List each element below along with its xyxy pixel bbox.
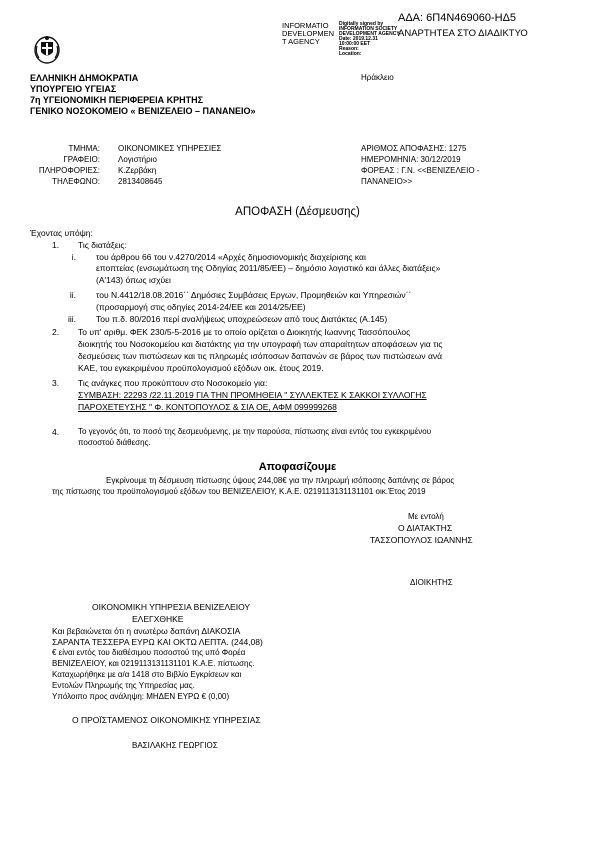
item-2-line: ΚΑΕ, του εγκεκριμένου προϋπολογισμού εξόδων οικ. έτους 2019.	[78, 363, 324, 373]
stamp-detail: DEVELOPMENT AGENCY	[339, 31, 400, 37]
item-number: 3.	[52, 378, 60, 388]
subitem-number: iii.	[67, 314, 76, 324]
decision-line: της πίστωσης του προϋπολογισμού εξόδων του ΒΕΝΙΖΕΛΕΙΟΥ, Κ.Α.Ε. 0219113131131101 οικ.Έτος 2019	[52, 487, 426, 496]
finance-line: Και βεβαιώνεται ότι η ανωτέρω δαπάνη ΔΙΑΚΟΣΙΑ	[52, 626, 241, 636]
decision-number: ΑΡΙΘΜΟΣ ΑΠΟΦΑΣΗΣ: 1275	[361, 144, 467, 153]
finance-line: ΣΑΡΑΝΤΑ ΤΕΣΣΕΡΑ ΕΥΡΩ ΚΑΙ ΟΚΤΩ ΛΕΠΤΑ. (244,08)	[52, 637, 263, 647]
subitem-number: ii.	[69, 290, 76, 300]
item-2-line: δεσμεύσεις των πιστώσεων και τις πληρωμές ισόποσων δαπανών σε βάρος των πιστώσεων ανά	[78, 351, 443, 361]
subitem-ii-line: (προσαρμογή στις οδηγίες 2014-24/ΕΕ και 2014/25/ΕΕ)	[96, 302, 306, 312]
finance-line: ΒΕΝΙΖΕΛΕΙΟΥ, και 0219113131131101 Κ.Α.Ε. πίστωσης.	[52, 659, 255, 668]
subitem-i-line: του άρθρου 66 του ν.4270/2014 «Αρχές δημοσιονομικής διαχείρισης και	[96, 252, 366, 262]
stamp-detail: Digitally signed by	[339, 21, 384, 27]
info-value-contact: Κ.Ζερβάκη	[118, 166, 157, 175]
posted-online-label: ΑΝΑΡΤΗΤΕΑ ΣΤΟ ΔΙΑΔΙΚΤΥΟ	[398, 28, 528, 39]
intro-text: Έχοντας υπόψη:	[30, 228, 93, 238]
finance-line: € είναι εντός του διαθέσιμου ποσοστού της υπό Φορέα	[52, 648, 246, 657]
header-region: 7η ΥΓΕΙΟΝΟΜΙΚΗ ΠΕΡΙΦΕΡΕΙΑ ΚΡΗΤΗΣ	[30, 95, 204, 105]
header-republic: ΕΛΛΗΝΙΚΗ ΔΗΜΟΚΡΑΤΙΑ	[30, 73, 139, 83]
finance-line: Εντολών Πληρωμής της Υπηρεσίας μας.	[52, 681, 195, 690]
stamp-org-line: T AGENCY	[282, 37, 320, 46]
finance-line: Καταχωρήθηκε με α/α 1418 στο Βιβλίο Εγκρίσεων και	[52, 670, 242, 679]
signature-name: ΤΑΣΣΟΠΟΥΛΟΣ ΙΩΑΝΝΗΣ	[370, 535, 473, 545]
finance-checked: ΕΛΕΓΧΘΗΚΕ	[132, 614, 184, 624]
stamp-org-line: DEVELOPMEN	[282, 29, 335, 38]
subitem-number: i.	[71, 252, 76, 262]
finance-line: Υπόλοιπο προς ανάληψη: ΜΗΔΕΝ ΕΥΡΩ € (0,00)	[52, 692, 230, 701]
contract-line: ΠΑΡΟΧΕΤΕΥΣΗΣ " Φ. ΚΟΝΤΟΠΟΥΛΟΣ & ΣΙΑ ΟΕ, ΑΦΜ 099999268	[78, 402, 337, 412]
info-label-phone: ΤΗΛΕΦΩΝΟ:	[52, 177, 100, 186]
signature-title: ΔΙΟΙΚΗΤΗΣ	[410, 578, 453, 587]
stamp-detail: Reason:	[339, 46, 359, 52]
item-number: 4.	[52, 427, 60, 437]
info-value-department: ΟΙΚΟΝΟΜΙΚΕΣ ΥΠΗΡΕΣΙΕΣ	[118, 144, 222, 153]
info-label-department: ΤΜΗΜΑ:	[68, 144, 100, 153]
coat-of-arms-emblem	[34, 34, 60, 64]
item-number: 2.	[52, 327, 60, 337]
ada-code: ΑΔΑ: 6Π4Ν469060-ΗΔ5	[398, 12, 517, 24]
info-value-office: Λογιστήριο	[118, 155, 157, 164]
info-label-contact: ΠΛΗΡΟΦΟΡΙΕΣ:	[38, 166, 100, 175]
item-1-text: Τις διατάξεις:	[78, 240, 127, 250]
subitem-i-line: εποπτείας (ενσωμάτωση της Οδηγίας 2011/85/ΕΕ) – δημόσιο λογιστικό και άλλες διατάξεις»	[96, 263, 441, 273]
finance-head-name: ΒΑΣΙΛΑΚΗΣ ΓΕΩΡΓΙΟΣ	[132, 741, 218, 750]
stamp-detail: Location:	[339, 51, 362, 57]
stamp-org-line: INFORMATIO	[282, 21, 329, 30]
header-hospital: ΓΕΝΙΚΟ ΝΟΣΟΚΟΜΕΙΟ « ΒΕΝΙΖΕΛΕΙΟ – ΠΑΝΑΝΕΙΟ»	[30, 106, 256, 116]
header-ministry: ΥΠΟΥΡΓΕΙΟ ΥΓΕΙΑΣ	[30, 84, 117, 94]
item-number: 1.	[52, 240, 60, 250]
subitem-i-line: (Α'143) όπως ισχύει	[96, 275, 171, 285]
item-3-line: Τις ανάγκες που προκύπτουν στο Νοσοκομείο για:	[78, 378, 268, 388]
decision-date: ΗΜΕΡΟΜΗΝΙΑ: 30/12/2019	[361, 155, 461, 164]
decision-entity-cont: ΠΑΝΑΝΕΙΟ>>	[361, 177, 413, 186]
info-value-phone: 2813408645	[118, 177, 163, 186]
subitem-iii-line: Του π.δ. 80/2016 περί αναλήψεως υποχρεώσεων από τους Διατάκτες (Α.145)	[96, 314, 388, 324]
decision-entity: ΦΟΡΕΑΣ : Γ.Ν. <<ΒΕΝΙΖΕΛΕΙΟ -	[361, 166, 480, 175]
item-2-line: Το υπ' αριθμ. ΦΕΚ 230/5-5-2016 με το οποίο ορίζεται ο Διοικητής Ιωαννης Τασσόπουλος	[78, 327, 411, 337]
item-2-line: διοικητής του Νοσοκομείου και διατάκτης για την υπογραφή των απαραίτητων αποφάσεων για τις	[78, 339, 443, 349]
document-title: ΑΠΟΦΑΣΗ (Δέσμευσης)	[235, 206, 360, 218]
signature-order: Με εντολή	[408, 512, 444, 521]
signature-role: Ο ΔΙΑΤΑΚΤΗΣ	[398, 523, 453, 533]
item-4-line: Το γεγονός ότι, το ποσό της δεσμευόμενης, με την παρούσα, πίστωσης είναι εντός του εγκεκριμένου	[78, 427, 432, 436]
decision-line: Εγκρίνουμε τη δέσμευση πίστωσης ύψους 244,08€ για την πληρωμή ισόποσης δαπάνης σε βάρος	[106, 476, 455, 485]
item-4-line: ποσοστού διάθεσης.	[78, 438, 151, 447]
stamp-detail: INFORMATION SOCIETY	[339, 26, 398, 32]
finance-head-role: Ο ΠΡΟΪΣΤΑΜΕΝΟΣ ΟΙΚΟΝΟΜΙΚΗΣ ΥΠΗΡΕΣΙΑΣ	[72, 715, 261, 725]
contract-line: ΣΥΜΒΑΣΗ: 22293 /22.11.2019 ΓΙΑ ΤΗΝ ΠΡΟΜΗΘΕΙΑ " ΣΥΛΛΕΚΤΕΣ Κ ΣΑΚΚΟΙ ΣΥΛΛΟΓΗΣ	[78, 390, 427, 400]
stamp-detail: Date: 2019.12.31	[339, 36, 378, 42]
header-city: Ηράκλειο	[361, 73, 394, 82]
subitem-ii-line: του Ν.4412/18.08.2016΄΄ Δημόσιες Συμβάσεις Εργων, Προμηθειών και Υπηρεσιών΄΄	[96, 290, 412, 300]
decision-heading: Αποφασίζουμε	[258, 461, 337, 473]
stamp-detail: 10:00:00 EET	[339, 41, 371, 47]
finance-heading: ΟΙΚΟΝΟΜΙΚΗ ΥΠΗΡΕΣΙΑ ΒΕΝΙΖΕΛΕΙΟΥ	[92, 602, 251, 612]
info-label-office: ΓΡΑΦΕΙΟ:	[63, 155, 100, 164]
